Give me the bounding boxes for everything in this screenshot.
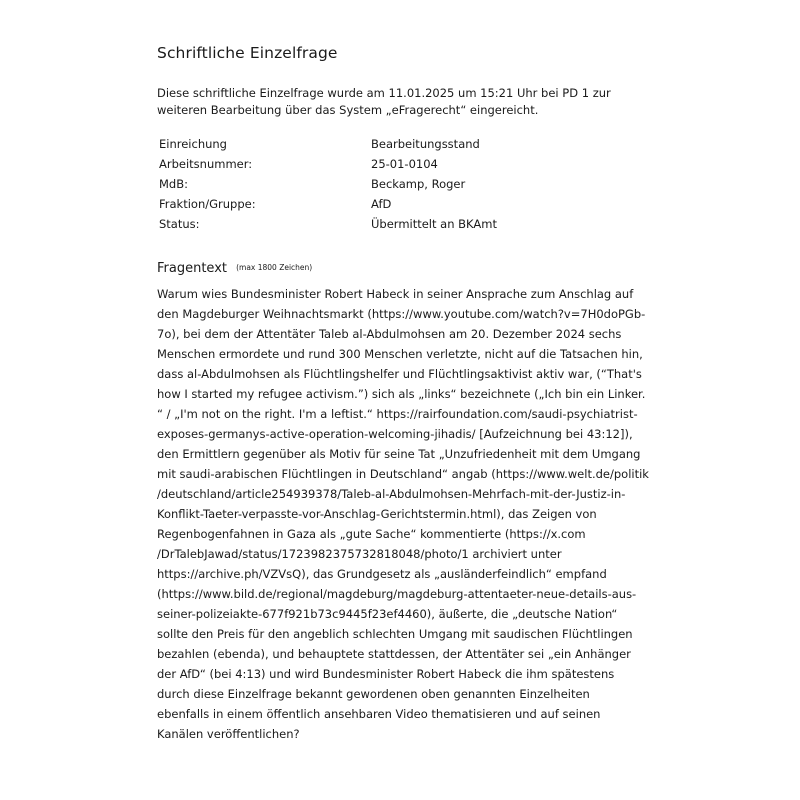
question-line: ebenfalls in einem öffentlich ansehbaren Video thematisieren und auf seinen: [157, 707, 601, 721]
meta-row-status: [159, 214, 639, 234]
question-line: how I started my refugee activism.”) sich als „links“ bezeichnete („Ich bin ein Linker.: [157, 387, 646, 401]
meta-value: 25-01-0104: [371, 157, 438, 171]
question-line: sollte den Preis für den angeblich schlechten Umgang mit saudischen Flüchtlingen: [157, 627, 633, 641]
question-line: mit saudi-arabischen Flüchtlingen in Deutschland“ angab (https://www.welt.de/politik: [157, 467, 649, 481]
intro-paragraph: [157, 85, 637, 119]
question-line: bezahlen (ebenda), und behauptete stattdessen, der Attentäter sei „ein Anhänger: [157, 647, 631, 661]
meta-row-fraktion: [159, 194, 639, 214]
question-line: durch diese Einzelfrage bekannt gewordenen oben genannten Einzelheiten: [157, 687, 590, 701]
meta-value: Beckamp, Roger: [371, 177, 466, 191]
question-line: exposes-germanys-active-operation-welcoming-jihadis/ [Aufzeichnung bei 43:12]),: [157, 427, 633, 441]
question-line: der AfD“ (bei 4:13) und wird Bundesminister Robert Habeck die ihm spätestens: [157, 667, 615, 681]
question-line: dass al-Abdulmohsen als Flüchtlingshelfer und Flüchtlingsaktivist aktiv war, (“That's: [157, 367, 642, 381]
question-line: /deutschland/article254939378/Taleb-al-Abdulmohsen-Mehrfach-mit-der-Justiz-in-: [157, 487, 626, 501]
meta-label: Einreichung: [159, 137, 227, 151]
meta-value: Bearbeitungsstand: [371, 137, 480, 151]
meta-row-mdb: [159, 174, 639, 194]
question-line: Regenbogenfahnen in Gaza als „gute Sache“ kommentierte (https://x.com: [157, 527, 586, 541]
question-line: Menschen ermordete und rund 300 Menschen verletzte, nicht auf die Tatsachen hin,: [157, 347, 643, 361]
meta-value: Übermittelt an BKAmt: [371, 217, 497, 231]
question-line: https://archive.ph/VZVsQ), das Grundgesetz als „ausländerfeindlich“ empfand: [157, 567, 607, 581]
question-line: Warum wies Bundesminister Robert Habeck in seiner Ansprache zum Anschlag auf: [157, 287, 634, 301]
question-line: “ / „I'm not on the right. I'm a leftist.“ https://rairfoundation.com/saudi-psychiatrist-: [157, 407, 638, 421]
question-section-heading: [157, 257, 312, 276]
meta-label: Status:: [159, 217, 200, 231]
metadata-table: [159, 134, 639, 234]
meta-value: AfD: [371, 197, 392, 211]
meta-row-arbeitsnummer: [159, 154, 639, 174]
document-title: Schriftliche Einzelfrage: [157, 44, 338, 62]
question-text: [157, 284, 657, 744]
intro-line: weiteren Bearbeitung über das System „eFragerecht“ eingereicht.: [157, 103, 539, 117]
meta-label: Fraktion/Gruppe:: [159, 197, 256, 211]
question-line: 7o), bei dem der Attentäter Taleb al-Abdulmohsen am 20. Dezember 2024 sechs: [157, 327, 622, 341]
meta-label: Arbeitsnummer:: [159, 157, 253, 171]
question-line: den Ermittlern gegenüber als Motiv für seine Tat „Unzufriedenheit mit dem Umgang: [157, 447, 641, 461]
intro-line: Diese schriftliche Einzelfrage wurde am 11.01.2025 um 15:21 Uhr bei PD 1 zur: [157, 86, 611, 100]
question-line: den Magdeburger Weihnachtsmarkt (https://www.youtube.com/watch?v=7H0doPGb-: [157, 307, 646, 321]
question-line: (https://www.bild.de/regional/magdeburg/magdeburg-attentaeter-neue-details-aus-: [157, 587, 637, 601]
question-line: seiner-polizeiakte-677f921b73c9445f23ef4460), äußerte, die „deutsche Nation“: [157, 607, 618, 621]
section-heading-note: (max 1800 Zeichen): [236, 263, 313, 272]
meta-row-einreichung: [159, 134, 639, 154]
question-line: Kanälen veröffentlichen?: [157, 727, 300, 741]
meta-label: MdB:: [159, 177, 188, 191]
section-heading-title: Fragentext: [157, 261, 227, 276]
question-line: Konflikt-Taeter-verpasste-vor-Anschlag-Gerichtstermin.html), das Zeigen von: [157, 507, 597, 521]
question-line: /DrTalebJawad/status/1723982375732818048/photo/1 archiviert unter: [157, 547, 562, 561]
